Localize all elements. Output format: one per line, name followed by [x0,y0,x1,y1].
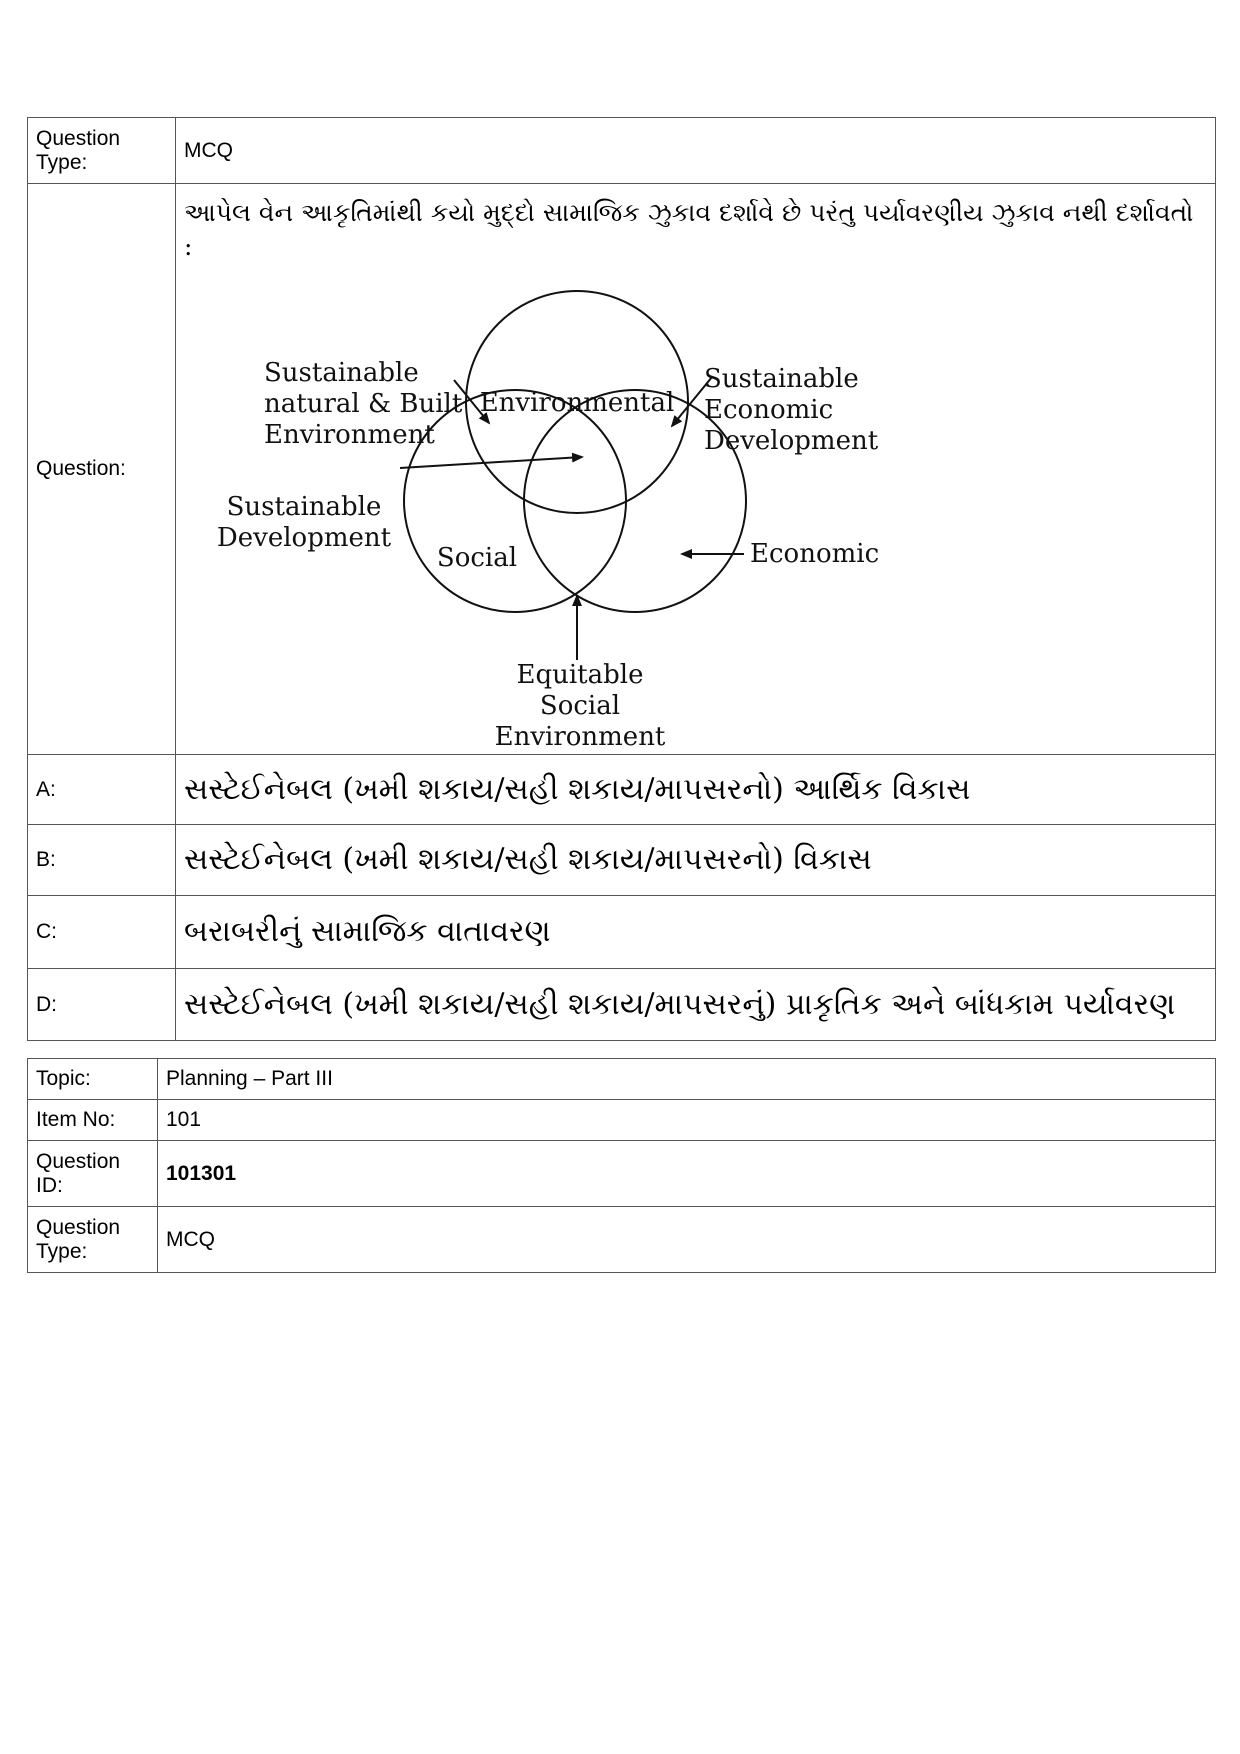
venn-diagram [204,264,964,754]
social-label: Social [436,543,518,573]
meta-question-type-label: Question Type: [28,1207,158,1273]
question-type-label: Question Type: [28,118,176,184]
option-row-c [28,896,1216,969]
question-type-value: MCQ [176,118,1216,184]
natural-built-line-1: Sustainable [264,358,419,388]
option-c-text: બરાબરીનું સામાજિક વાતાવરણ [176,896,1216,969]
question-id-row [28,1141,1216,1207]
social-circle [404,390,626,612]
topic-value: Planning – Part III [158,1059,1216,1100]
option-row-d [28,969,1216,1041]
economic-development-line-1: Sustainable [704,364,859,394]
option-b-text: સસ્ટેઈનેબલ (ખમી શકાય/સહી શકાય/માપસરનો) વિકાસ [176,825,1216,896]
item-no-value: 101 [158,1100,1216,1141]
economic-label: Economic [750,539,880,569]
sustainable-development-arrow [400,457,582,468]
economic-development-line-3: Development [704,426,879,456]
option-a-text: સસ્ટેઈનેબલ (ખમી શકાય/સહી શકાય/માપસરનો) આર્થિક વિકાસ [176,755,1216,825]
natural-built-line-2: natural & Built [264,389,463,419]
option-c-label: C: [28,896,176,969]
question-id-value: 101301 [158,1141,1216,1207]
option-row-b [28,825,1216,896]
natural-built-line-3: Environment [264,420,435,450]
question-row [28,184,1216,755]
item-no-row [28,1100,1216,1141]
meta-question-type-value: MCQ [158,1207,1216,1273]
item-no-label: Item No: [28,1100,158,1141]
option-row-a [28,755,1216,825]
question-text: આપેલ વેન આકૃતિમાંથી કયો મુદ્દો સામાજિક ઝુકાવ દર્શાવે છે પરંતુ પર્યાવરણીય ઝુકાવ નથી દર્શાવતો : [184,198,1194,261]
sustainable-development-line-2: Development [216,523,392,553]
question-label: Question: [28,184,176,755]
question-id-label: Question ID: [28,1141,158,1207]
question-cell [176,184,1216,755]
option-d-text: સસ્ટેઈનેબલ (ખમી શકાય/સહી શકાય/માપસરનું) પ્રાકૃતિક અને બાંધકામ પર્યાવરણ [176,969,1216,1041]
economic-development-line-2: Economic [704,395,834,425]
equitable-line-3: Environment [494,722,666,752]
option-d-label: D: [28,969,176,1041]
topic-label: Topic: [28,1059,158,1100]
equitable-line-2: Social [539,691,621,721]
question-table [27,117,1216,1041]
option-b-label: B: [28,825,176,896]
meta-question-type-row [28,1207,1216,1273]
metadata-table [27,1058,1216,1273]
environmental-label: Environmental [479,388,675,418]
question-type-row [28,118,1216,184]
option-a-label: A: [28,755,176,825]
topic-row [28,1059,1216,1100]
sustainable-development-line-1: Sustainable [226,492,382,522]
equitable-line-1: Equitable [516,660,644,690]
